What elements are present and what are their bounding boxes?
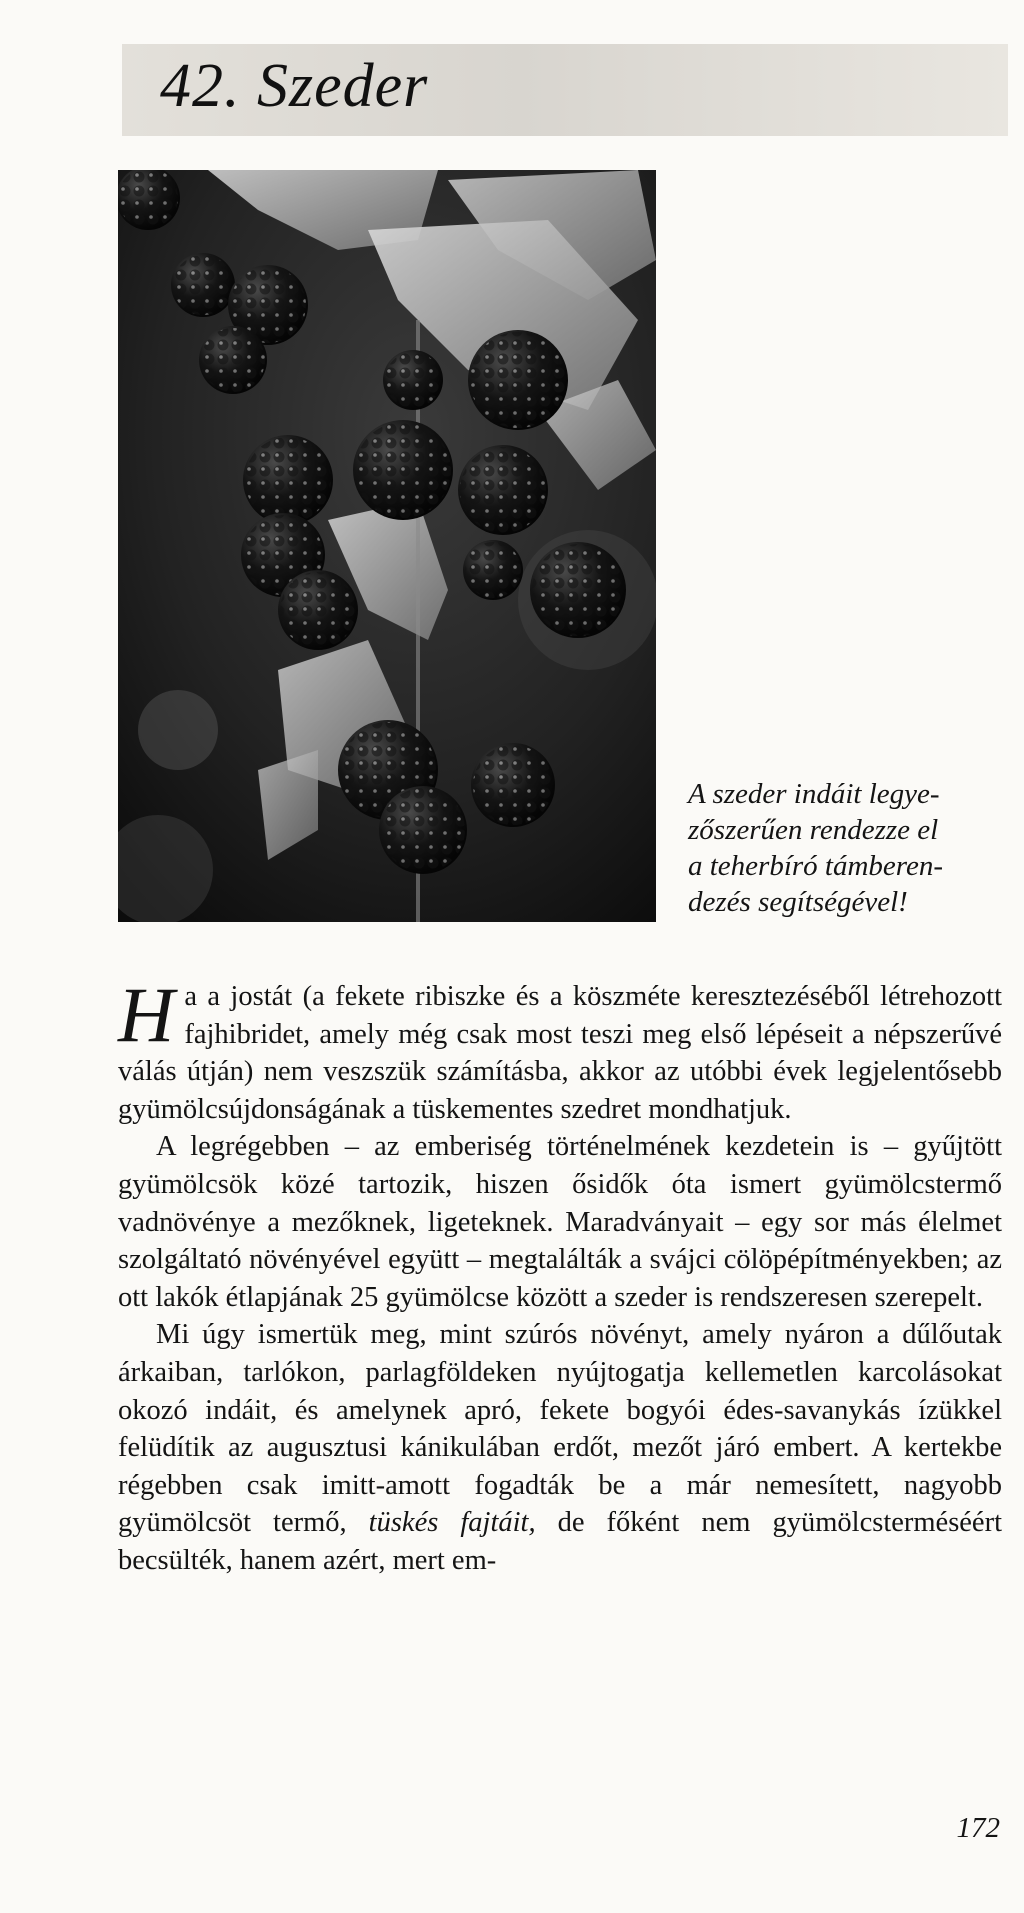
caption-line: a teherbíró támberen- [688,850,944,882]
article-body [118,971,1002,1580]
caption-line: dezés segítségével! [688,886,908,918]
emphasis-text: tüskés fajtáit, [368,1507,536,1539]
article-paragraph: A legrégebben – az emberiség történelmének kezdetein is – gyűjtött gyümölcsök közé tartozik, hiszen ősidők óta ismert gyümölcstermő vadnövénye a mezőknek, ligeteknek. Maradványait – egy sor más élelmet szolgáltató növényével együtt – megtalálták a svájci cölöpépítményekben; az ott lakók étlapjának 25 gyümölcse között a szeder is rendszeresen szerepelt. [118,1131,1002,1313]
page-number: 172 [956,1812,1000,1844]
chapter-title: 42. Szeder [160,52,429,120]
blackberry-photo [118,170,656,922]
drop-cap: H [118,971,175,1058]
caption-line: zőszerűen rendezze el [688,814,939,846]
article-paragraph [118,1316,1002,1579]
figure-caption [688,776,1004,920]
paragraph-text: Mi úgy ismertük meg, mint szúrós növényt, amely nyáron a dűlőutak árkaiban, tarlókon, parlagföldeken nyújtogatja kellemetlen karcolásokat okozó indáit, és amelynek apró, fekete bogyói édes-savanykás ízükkel felüdítik az augusztusi kánikulában erdőt, mezőt járó embert. A kertekbe régebben csak imitt-amott fogadták be a már nemesített, nagyobb gyümölcsöt termő, [118,1319,1002,1539]
caption-line: A szeder indáit legye- [688,778,940,810]
article-paragraph [118,971,1002,1128]
paragraph-text: a a jostát (a fekete ribiszke és a köszméte keresztezéséből létrehozott fajhibridet, amely még csak most teszi meg első lépéseit a népszerűvé válás útján) nem veszszük számításba, akkor az utóbbi évek legjelentősebb gyümölcsújdonságának a tüskementes szedret mondhatjuk. [118,981,1002,1125]
paragraph-text: de főként nem gyümölcsterméséért becsülték, hanem azért, mert em- [118,1507,1002,1576]
